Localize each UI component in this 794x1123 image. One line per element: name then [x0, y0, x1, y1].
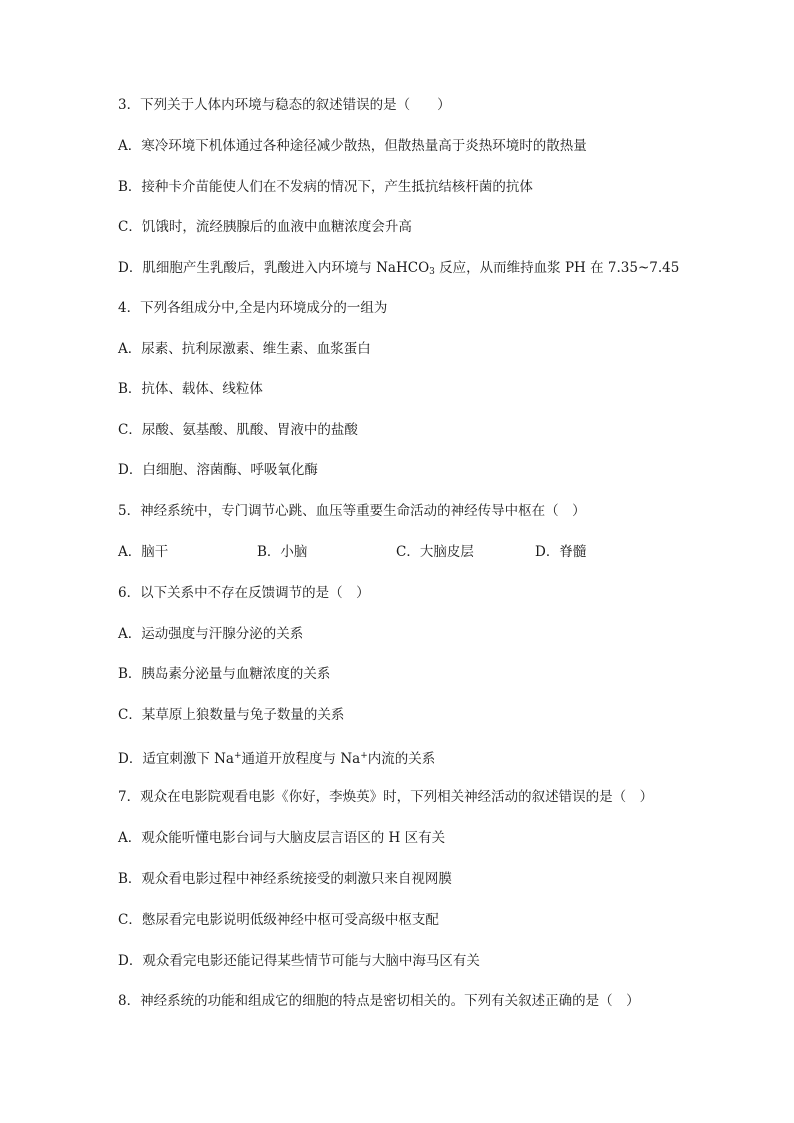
q3-stem: 3．下列关于人体内环境与稳态的叙述错误的是（ ）: [118, 97, 451, 113]
q6-option-c: C．某草原上狼数量与兔子数量的关系: [118, 707, 345, 723]
q3-option-d: [118, 259, 679, 281]
q5-option-d: D．脊髓: [535, 544, 587, 560]
q5-option-b: B．小脑: [257, 544, 308, 560]
q7-stem: 7．观众在电影院观看电影《你好，李焕英》时，下列相关神经活动的叙述错误的是（ ）: [118, 789, 654, 805]
q6-stem: 6．以下关系中不存在反馈调节的是（ ）: [118, 585, 370, 601]
q7-option-d: D．观众看完电影还能记得某些情节可能与大脑中海马区有关: [118, 953, 480, 969]
q6-option-d-text-end: 内流的关系: [367, 751, 436, 767]
q6-option-d-text-mid: 通道开放程度与 Na: [241, 751, 361, 767]
q6-option-a: A．运动强度与汗腺分泌的关系: [118, 626, 304, 642]
q8-stem: 8．神经系统的功能和组成它的细胞的特点是密切相关的。下列有关叙述正确的是（ ）: [118, 993, 640, 1009]
q5-option-a: A．脑干: [118, 544, 169, 560]
q4-option-b: B．抗体、载体、线粒体: [118, 381, 263, 397]
q3-option-b: B．接种卡介苗能使人们在不发病的情况下，产生抵抗结核杆菌的抗体: [118, 179, 533, 195]
q3-option-d-text: D．肌细胞产生乳酸后，乳酸进入内环境与 NaHCO: [118, 260, 430, 276]
q4-option-c: C．尿酸、氨基酸、肌酸、胃液中的盐酸: [118, 422, 358, 438]
q4-option-a: A．尿素、抗利尿激素、维生素、血浆蛋白: [118, 341, 371, 357]
q3-option-a: A．寒冷环境下机体通过各种途径减少散热，但散热量高于炎热环境时的散热量: [118, 138, 587, 154]
q7-option-a: A．观众能听懂电影台词与大脑皮层言语区的 H 区有关: [118, 830, 446, 846]
q7-option-c: C．憋尿看完电影说明低级神经中枢可受高级中枢支配: [118, 912, 439, 928]
q6-option-d: [118, 747, 435, 768]
q5-stem: 5．神经系统中，专门调节心跳、血压等重要生命活动的神经传导中枢在（ ）: [118, 503, 586, 519]
q6-option-d-superscript-1: +: [233, 751, 242, 761]
q4-stem: 4．下列各组成分中,全是内环境成分的一组为: [118, 300, 388, 316]
q7-option-b: B．观众看电影过程中神经系统接受的刺激只来自视网膜: [118, 871, 452, 887]
q6-option-b: B．胰岛素分泌量与血糖浓度的关系: [118, 666, 331, 682]
q6-option-d-superscript-2: +: [360, 751, 368, 761]
q5-option-c: C．大脑皮层: [396, 544, 474, 560]
q3-option-d-subscript: 3: [429, 267, 435, 277]
q3-option-c: C．饥饿时，流经胰腺后的血液中血糖浓度会升高: [118, 219, 412, 235]
q3-option-d-text-end: 反应，从而维持血浆 PH 在 7.35~7.45: [434, 260, 680, 276]
q6-option-d-text: D．适宜刺激下 Na: [118, 751, 234, 767]
q4-option-d: D．白细胞、溶菌酶、呼吸氧化酶: [118, 462, 318, 478]
